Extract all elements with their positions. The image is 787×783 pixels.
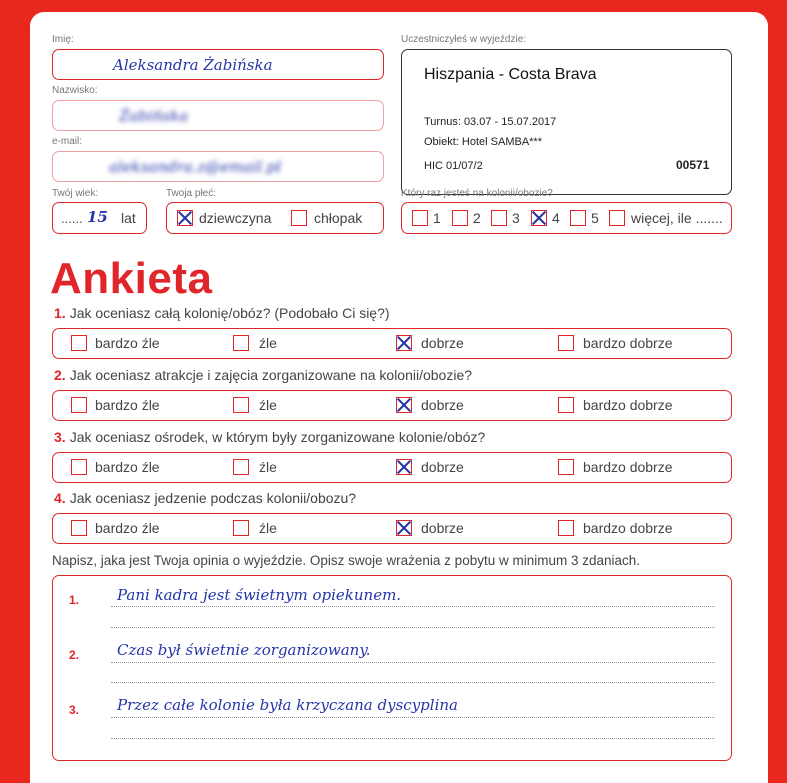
opinion-line-2-rule-2: [111, 682, 715, 683]
name-value: Aleksandra Żabińska: [113, 56, 273, 74]
opinion-line-3-rule-2: [111, 738, 715, 739]
name-field[interactable]: [52, 49, 384, 80]
age-label: Twój wiek:: [52, 188, 99, 199]
trip-turnus: Turnus: 03.07 - 15.07.2017: [424, 116, 557, 128]
q2-very-good-label: bardzo dobrze: [583, 397, 673, 413]
times-4-label: 4: [552, 210, 560, 226]
opinion-line-1-rule-2: [111, 627, 715, 628]
question-1-number: 1.: [54, 305, 66, 321]
name-label: Imię:: [52, 34, 74, 45]
question-3-options: [52, 452, 732, 483]
question-4: [54, 490, 356, 506]
q1-very-good-checkbox[interactable]: [558, 335, 574, 351]
survey-title: Ankieta: [50, 254, 213, 303]
opinion-line-1-rule: [111, 606, 715, 607]
opinion-line-3-rule: [111, 717, 715, 718]
q2-good-checkbox[interactable]: [396, 397, 412, 413]
surname-field[interactable]: [52, 100, 384, 131]
question-4-options: [52, 513, 732, 544]
q4-very-bad-label: bardzo źle: [95, 520, 160, 536]
times-5-label: 5: [591, 210, 599, 226]
q4-bad-checkbox[interactable]: [233, 520, 249, 536]
trip-box: [401, 49, 732, 195]
trip-number: 00571: [676, 158, 710, 172]
opinion-line-2-text: Czas był świetnie zorganizowany.: [117, 641, 371, 659]
question-3-text: Jak oceniasz ośrodek, w którym były zorganizowane kolonie/obóz?: [69, 429, 486, 445]
q4-good-checkbox[interactable]: [396, 520, 412, 536]
times-2-label: 2: [473, 210, 481, 226]
q2-very-bad-label: bardzo źle: [95, 397, 160, 413]
question-3: [54, 429, 485, 445]
q2-very-good-checkbox[interactable]: [558, 397, 574, 413]
age-field[interactable]: [52, 202, 147, 234]
age-value: 15: [87, 208, 108, 226]
age-unit: lat: [121, 210, 136, 226]
q4-very-good-checkbox[interactable]: [558, 520, 574, 536]
q2-good-label: dobrze: [421, 397, 464, 413]
q3-bad-checkbox[interactable]: [233, 459, 249, 475]
surname-value: Żabińska: [119, 107, 189, 125]
q1-bad-label: źle: [259, 335, 277, 351]
trip-title: Hiszpania - Costa Brava: [424, 66, 597, 83]
q4-good-label: dobrze: [421, 520, 464, 536]
opinion-line-1-text: Pani kadra jest świetnym opiekunem.: [117, 586, 402, 604]
opinion-line-2-rule: [111, 662, 715, 663]
q4-bad-label: źle: [259, 520, 277, 536]
opinion-line-1-number: 1.: [69, 593, 80, 607]
question-2: [54, 367, 472, 383]
question-4-text: Jak oceniasz jedzenie podczas kolonii/obozu?: [69, 490, 357, 506]
question-4-number: 4.: [54, 490, 66, 506]
email-value: aleksandra.z@email.pl: [109, 158, 282, 176]
trip-label: Uczestniczyłeś w wyjeździe:: [401, 34, 527, 45]
email-field[interactable]: [52, 151, 384, 182]
gender-girl-label: dziewczyna: [199, 210, 272, 226]
email-label: e-mail:: [52, 136, 83, 147]
opinion-line-3-text: Przez całe kolonie była krzyczana dyscyplina: [117, 696, 458, 714]
gender-boy-label: chłopak: [314, 210, 363, 226]
question-2-options: [52, 390, 732, 421]
q3-very-bad-checkbox[interactable]: [71, 459, 87, 475]
times-4-checkbox[interactable]: [531, 210, 547, 226]
times-3-label: 3: [512, 210, 520, 226]
q2-very-bad-checkbox[interactable]: [71, 397, 87, 413]
q2-bad-checkbox[interactable]: [233, 397, 249, 413]
q3-very-bad-label: bardzo źle: [95, 459, 160, 475]
q1-very-bad-label: bardzo źle: [95, 335, 160, 351]
trip-code: HIC 01/07/2: [424, 160, 483, 172]
q4-very-bad-checkbox[interactable]: [71, 520, 87, 536]
trip-obiekt: Obiekt: Hotel SAMBA***: [424, 136, 542, 148]
gender-boy-checkbox[interactable]: [291, 210, 307, 226]
times-1-label: 1: [433, 210, 441, 226]
times-5-checkbox[interactable]: [570, 210, 586, 226]
q1-good-label: dobrze: [421, 335, 464, 351]
q1-very-good-label: bardzo dobrze: [583, 335, 673, 351]
age-dots: ......: [61, 211, 83, 226]
gender-girl-checkbox[interactable]: [177, 210, 193, 226]
q3-good-label: dobrze: [421, 459, 464, 475]
gender-field: [166, 202, 384, 234]
opinion-line-3-number: 3.: [69, 703, 80, 717]
gender-label: Twoja płeć:: [166, 188, 217, 199]
q2-bad-label: źle: [259, 397, 277, 413]
opinion-line-2-number: 2.: [69, 648, 80, 662]
q3-very-good-checkbox[interactable]: [558, 459, 574, 475]
surname-label: Nazwisko:: [52, 85, 98, 96]
opinion-box[interactable]: [52, 575, 732, 761]
question-2-text: Jak oceniasz atrakcje i zajęcia zorganizowane na kolonii/obozie?: [69, 367, 473, 383]
q3-good-checkbox[interactable]: [396, 459, 412, 475]
question-1: [54, 305, 390, 321]
q1-good-checkbox[interactable]: [396, 335, 412, 351]
q3-bad-label: źle: [259, 459, 277, 475]
q1-bad-checkbox[interactable]: [233, 335, 249, 351]
times-3-checkbox[interactable]: [491, 210, 507, 226]
q1-very-bad-checkbox[interactable]: [71, 335, 87, 351]
q4-very-good-label: bardzo dobrze: [583, 520, 673, 536]
times-more-checkbox[interactable]: [609, 210, 625, 226]
times-more-label: więcej, ile .......: [631, 210, 723, 226]
question-1-text: Jak oceniasz całą kolonię/obóz? (Podobało Ci się?): [69, 305, 390, 321]
times-1-checkbox[interactable]: [412, 210, 428, 226]
q3-very-good-label: bardzo dobrze: [583, 459, 673, 475]
question-1-options: [52, 328, 732, 359]
opinion-prompt: Napisz, jaka jest Twoja opinia o wyjeździe. Opisz swoje wrażenia z pobytu w minimum 3 zdaniach.: [52, 553, 641, 568]
times-2-checkbox[interactable]: [452, 210, 468, 226]
question-2-number: 2.: [54, 367, 66, 383]
question-3-number: 3.: [54, 429, 66, 445]
times-label: Który raz jesteś na kolonii/obozie?: [401, 188, 553, 199]
survey-sheet: [30, 12, 768, 783]
times-field: [401, 202, 732, 234]
